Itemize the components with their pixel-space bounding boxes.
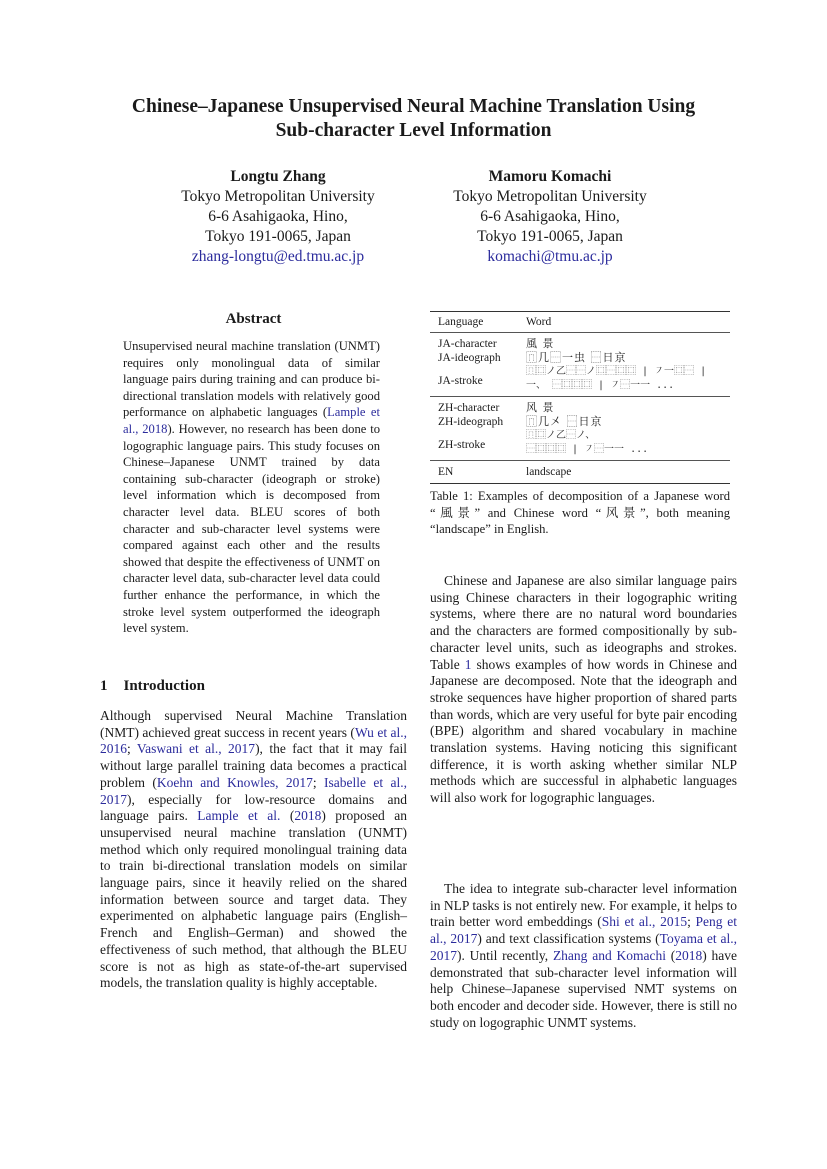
table-1 (430, 311, 730, 484)
intro-paragraph-1: Although supervised Neural Machine Translation (NMT) achieved great success in recent years (Wu et al., 2016; Vaswani et al., 2017), the fact that it may fail without large parallel training data becomes a practical problem (Koehn and Knowles, 2017; Isabelle et al., 2017), especially for low-resource domains and language pairs. Lample et al. (2018) proposed an unsupervised neural machine translation (UNMT) method which only required monolingual training data to train bi-directional translation models on similar language pairs, since it heavily relied on the shared information between source and target data. They experimented on alphabetic language pairs (English–French and English–German) and showed the effectiveness of such method, that although the BLEU score is not as high as state-of-the-art supervised models, the translation quality is highly acceptable. (100, 708, 408, 991)
table-ref-link[interactable]: 1 (464, 656, 472, 672)
table-row: ⿱⿴⿴⿴ | ㇇⿱一一 ... (526, 444, 649, 455)
section-title: Introduction (123, 678, 205, 694)
table-row: ZH-ideograph ⿵几㐅 ⿱日京 (438, 415, 603, 428)
table-caption: Table 1: Examples of decomposition of a Japanese word “風景” and Chinese word “风景”, both meaning “landscape” in English. (430, 489, 730, 536)
abstract-heading: Abstract (225, 311, 282, 327)
table-row: ZH-stroke ⿵⿴ノ乙⿱ノ、 (438, 430, 596, 451)
table-header-language: Language (438, 316, 484, 328)
table-row: JA-character 風 景 (430, 333, 730, 352)
title-line-1: Chinese–Japanese Unsupervised Neural Machine Translation Using (131, 96, 696, 117)
author-address: 6-6 Asahigaoka, Hino, (208, 208, 348, 225)
citation-link[interactable]: Isabelle et al., 2017 (100, 774, 407, 807)
author-address: Tokyo 191-0065, Japan (477, 228, 623, 245)
citation-link[interactable]: Toyama et al., 2017 (430, 931, 737, 963)
author-email-link[interactable]: komachi@tmu.ac.jp (487, 248, 613, 265)
table-row: JA-stroke ⿵⿴ノ乙⿱⿱ノ⿴⿱⿴⿴ | ㇇一⿴⿱ | (438, 366, 707, 387)
table-row: EN landscape (430, 461, 730, 484)
citation-link[interactable]: 2018 (675, 947, 703, 963)
citation-link[interactable]: Koehn and Knowles, 2017 (156, 774, 313, 790)
author-email-link[interactable]: zhang-longtu@ed.tmu.ac.jp (191, 248, 365, 265)
title-line-2: Sub-character Level Information (275, 120, 552, 141)
citation-link[interactable]: Vaswani et al., 2017 (136, 741, 256, 757)
table-row: ZH-character 风 景 (430, 397, 730, 416)
table-row: 一、 ⿱⿴⿴⿴ | ㇇⿱一一 ... (526, 380, 675, 391)
author-block-1 (128, 167, 428, 267)
citation-link[interactable]: Lample et al. (197, 808, 281, 824)
author-affiliation: Tokyo Metropolitan University (453, 188, 647, 205)
author-affiliation: Tokyo Metropolitan University (181, 188, 375, 205)
intro-paragraph-3: The idea to integrate sub-character level information in NLP tasks is not entirely new. For example, it helps to train better word embeddings (Shi et al., 2015; Peng et al., 2017) and text classification systems (Toyama et al., 2017). Until recently, Zhang and Komachi (2018) have demonstrated that sub-character level information will help Chinese–Japanese supervised NMT systems on both encoder and decoder side. However, there is still no study on logographic UNMT systems. (430, 881, 738, 1030)
citation-link[interactable]: Lample et al., 2018 (123, 405, 380, 436)
table-row: JA-ideograph ⿵几⿱一虫 ⿱日京 (438, 351, 627, 364)
section-number: 1 (100, 678, 108, 694)
citation-link[interactable]: Zhang and Komachi (552, 947, 666, 963)
table-header-word: Word (526, 316, 552, 328)
abstract-body: Unsupervised neural machine translation (UNMT) requires only monolingual data of similar language pairs during training and can produce bi-directional translation models with relatively good performance on alphabetic languages (Lample et al., 2018). However, no research has been done to logographic language pairs. This study focuses on Chinese–Japanese UNMT trained by data containing sub-character (ideograph or stroke) level information which is decomposed from character level data. BLEU scores of both character and sub-character level systems were compared against each other and the results showed that despite the effectiveness of UNMT on character level data, sub-character level data could further enhance the performance, in which the stroke level system outperformed the ideograph level system. (123, 339, 380, 636)
author-address: 6-6 Asahigaoka, Hino, (480, 208, 620, 225)
author-address: Tokyo 191-0065, Japan (205, 228, 351, 245)
citation-link[interactable]: Wu et al., 2016 (100, 724, 407, 757)
author-name: Mamoru Komachi (488, 168, 612, 185)
paper-title (0, 95, 827, 143)
citation-link[interactable]: 2018 (294, 808, 322, 824)
table-header-row (430, 312, 730, 333)
author-block-2 (400, 167, 700, 267)
author-name: Longtu Zhang (230, 168, 326, 185)
intro-paragraph-2: Chinese and Japanese are also similar language pairs using Chinese characters in their logographic writing systems, where there are no natural word boundaries and the characters are formed compositionally by sub-character level units, such as ideographs and strokes. Table 1 shows examples of how words in Chinese and Japanese are decomposed. Note that the ideograph and stroke sequences have higher proportion of shared parts than words, which are very useful for byte pair encoding (BPE) algorithm and shared vocabulary in machine translation systems. Having noticing this significant difference, it is worth asking whether similar NLP methods which are successful in alphabetic languages will also work for logographic languages. (430, 573, 737, 806)
citation-link[interactable]: Peng et al., 2017 (430, 914, 737, 947)
citation-link[interactable]: Shi et al., 2015 (601, 914, 688, 930)
section-heading-introduction (100, 678, 205, 695)
